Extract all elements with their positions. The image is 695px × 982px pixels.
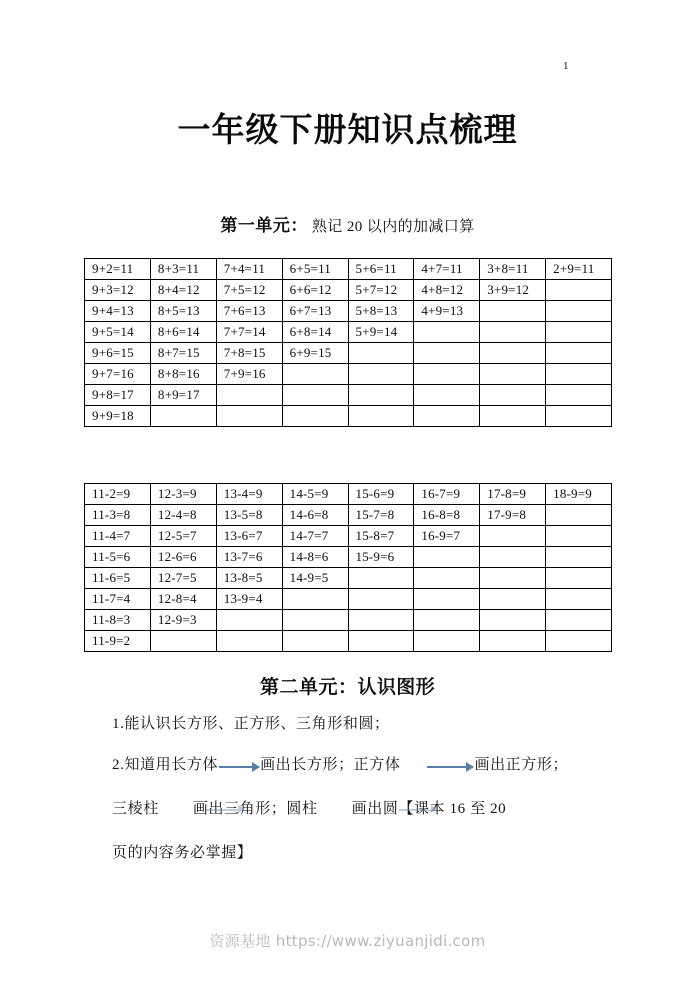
page-title: 一年级下册知识点梳理 (177, 110, 518, 149)
unit2-text-line-3 (112, 797, 506, 818)
table-cell: 14-9=5 (282, 568, 348, 589)
table-cell: 14-6=8 (282, 505, 348, 526)
table-cell-empty (348, 610, 414, 631)
table-cell: 14-7=7 (282, 526, 348, 547)
table-cell: 7+5=12 (216, 280, 282, 301)
table-cell: 8+4=12 (150, 280, 216, 301)
table-cell: 15-9=6 (348, 547, 414, 568)
table-cell-empty (282, 406, 348, 427)
table-cell: 9+2=11 (85, 259, 151, 280)
table-cell-empty (546, 406, 612, 427)
unit2-heading (0, 672, 695, 699)
table-cell: 4+8=12 (414, 280, 480, 301)
table-cell-empty (480, 547, 546, 568)
table-cell-empty (546, 547, 612, 568)
table-cell-empty (546, 589, 612, 610)
table-cell: 5+8=13 (348, 301, 414, 322)
page-number: 1 (563, 60, 569, 72)
table-cell-empty (282, 385, 348, 406)
table-cell: 11-8=3 (85, 610, 151, 631)
table-cell-empty (546, 631, 612, 652)
table-cell: 7+8=15 (216, 343, 282, 364)
table-cell: 12-3=9 (150, 484, 216, 505)
table-cell: 12-5=7 (150, 526, 216, 547)
addition-facts-table (84, 258, 612, 427)
table-cell-empty (414, 568, 480, 589)
table-cell-empty (546, 322, 612, 343)
table-cell-empty (546, 610, 612, 631)
table-cell: 6+7=13 (282, 301, 348, 322)
table-cell: 11-2=9 (85, 484, 151, 505)
table-cell: 3+9=12 (480, 280, 546, 301)
table-cell: 6+5=11 (282, 259, 348, 280)
table-cell: 9+3=12 (85, 280, 151, 301)
table-cell-empty (150, 406, 216, 427)
table-cell: 3+8=11 (480, 259, 546, 280)
table-cell: 11-9=2 (85, 631, 151, 652)
table-cell: 9+6=15 (85, 343, 151, 364)
table-cell-empty (480, 301, 546, 322)
table-cell: 9+7=16 (85, 364, 151, 385)
unit2-label: 第二单元： (259, 676, 358, 698)
table-cell: 7+7=14 (216, 322, 282, 343)
unit2-line2-part3: 画出正方形； (474, 757, 569, 773)
table-row (85, 301, 612, 322)
table-cell-empty (216, 610, 282, 631)
table-cell: 11-5=6 (85, 547, 151, 568)
unit2-line2-part1: 2.知道用长方体 (112, 757, 219, 773)
table-cell-empty (546, 568, 612, 589)
addition-table-body (85, 259, 612, 427)
table-cell: 11-6=5 (85, 568, 151, 589)
table-cell-empty (480, 589, 546, 610)
table-cell-empty (546, 280, 612, 301)
table-cell-empty (414, 610, 480, 631)
table-cell: 16-7=9 (414, 484, 480, 505)
table-cell: 6+6=12 (282, 280, 348, 301)
table-cell-empty (546, 385, 612, 406)
table-cell: 13-6=7 (216, 526, 282, 547)
table-cell: 5+6=11 (348, 259, 414, 280)
table-row (85, 484, 612, 505)
table-cell-empty (216, 385, 282, 406)
table-cell: 13-5=8 (216, 505, 282, 526)
table-cell: 8+5=13 (150, 301, 216, 322)
table-cell: 9+8=17 (85, 385, 151, 406)
table-row (85, 259, 612, 280)
table-row (85, 568, 612, 589)
right-arrow-icon (399, 805, 437, 814)
table-cell-empty (480, 322, 546, 343)
table-cell: 15-8=7 (348, 526, 414, 547)
unit1-label: 第一单元： (220, 216, 308, 236)
unit2-text-line-2 (112, 753, 568, 774)
unit1-description: 熟记 20 以内的加减口算 (311, 219, 475, 235)
subtraction-facts-table (84, 483, 612, 652)
unit2-text-line-1: 1.能认识长方形、正方形、三角形和圆； (112, 716, 390, 732)
footer-watermark: 资源基地 https://www.ziyuanjidi.com (209, 932, 486, 950)
table-cell: 6+8=14 (282, 322, 348, 343)
table-cell: 4+7=11 (414, 259, 480, 280)
table-cell: 9+4=13 (85, 301, 151, 322)
right-arrow-icon (206, 805, 244, 814)
table-cell: 7+4=11 (216, 259, 282, 280)
table-cell: 8+9=17 (150, 385, 216, 406)
table-cell-empty (414, 631, 480, 652)
table-cell-empty (480, 364, 546, 385)
table-cell: 13-7=6 (216, 547, 282, 568)
table-cell: 8+8=16 (150, 364, 216, 385)
table-cell: 11-4=7 (85, 526, 151, 547)
table-row (85, 589, 612, 610)
table-cell-empty (414, 547, 480, 568)
table-cell-empty (282, 610, 348, 631)
subtraction-table-body (85, 484, 612, 652)
table-cell: 5+9=14 (348, 322, 414, 343)
table-cell: 12-7=5 (150, 568, 216, 589)
table-cell: 17-9=8 (480, 505, 546, 526)
table-cell: 8+6=14 (150, 322, 216, 343)
table-row (85, 547, 612, 568)
unit2-line2-part2: 画出长方形；正方体 (260, 757, 401, 773)
table-cell: 4+9=13 (414, 301, 480, 322)
unit2-text-line-4: 页的内容务必掌握】 (112, 845, 253, 861)
table-cell: 16-8=8 (414, 505, 480, 526)
table-cell: 12-6=6 (150, 547, 216, 568)
table-cell: 11-3=8 (85, 505, 151, 526)
table-cell-empty (414, 385, 480, 406)
unit2-line3-part1: 三棱柱 (112, 801, 159, 817)
table-cell-empty (546, 526, 612, 547)
unit2-line3-part3: 画出圆【课本 16 至 20 (351, 801, 507, 817)
table-cell: 18-9=9 (546, 484, 612, 505)
table-cell: 9+9=18 (85, 406, 151, 427)
table-cell-empty (414, 364, 480, 385)
table-cell-empty (348, 568, 414, 589)
table-cell-empty (546, 505, 612, 526)
table-cell-empty (414, 343, 480, 364)
table-cell: 8+7=15 (150, 343, 216, 364)
table-cell-empty (546, 343, 612, 364)
table-cell: 5+7=12 (348, 280, 414, 301)
table-cell-empty (414, 589, 480, 610)
table-cell-empty (480, 343, 546, 364)
table-cell: 7+9=16 (216, 364, 282, 385)
table-cell: 16-9=7 (414, 526, 480, 547)
table-cell-empty (480, 631, 546, 652)
table-row (85, 322, 612, 343)
unit2-description: 认识图形 (357, 676, 436, 698)
right-arrow-icon (219, 761, 259, 771)
table-cell: 13-4=9 (216, 484, 282, 505)
table-cell-empty (282, 589, 348, 610)
table-cell-empty (216, 406, 282, 427)
table-cell: 2+9=11 (546, 259, 612, 280)
table-cell: 11-7=4 (85, 589, 151, 610)
table-row (85, 505, 612, 526)
table-cell-empty (480, 385, 546, 406)
table-cell-empty (414, 406, 480, 427)
table-cell-empty (480, 406, 546, 427)
table-cell: 12-8=4 (150, 589, 216, 610)
table-cell: 15-6=9 (348, 484, 414, 505)
table-cell: 12-4=8 (150, 505, 216, 526)
table-row (85, 280, 612, 301)
table-cell: 17-8=9 (480, 484, 546, 505)
table-cell-empty (414, 322, 480, 343)
table-cell-empty (348, 406, 414, 427)
table-cell-empty (282, 364, 348, 385)
table-cell-empty (348, 589, 414, 610)
table-cell-empty (348, 385, 414, 406)
right-arrow-icon (427, 761, 473, 771)
table-cell: 7+6=13 (216, 301, 282, 322)
table-cell-empty (216, 631, 282, 652)
table-row (85, 406, 612, 427)
table-cell-empty (546, 364, 612, 385)
table-cell-empty (282, 631, 348, 652)
table-cell-empty (480, 526, 546, 547)
table-row (85, 385, 612, 406)
table-cell-empty (480, 568, 546, 589)
table-cell: 9+5=14 (85, 322, 151, 343)
table-cell: 13-8=5 (216, 568, 282, 589)
unit1-heading (0, 211, 695, 236)
table-cell: 8+3=11 (150, 259, 216, 280)
unit2-line3-part2: 画出三角形；圆柱 (192, 801, 318, 817)
table-cell: 13-9=4 (216, 589, 282, 610)
table-row (85, 631, 612, 652)
table-cell-empty (150, 631, 216, 652)
table-row (85, 610, 612, 631)
table-row (85, 364, 612, 385)
table-cell: 14-5=9 (282, 484, 348, 505)
table-cell: 12-9=3 (150, 610, 216, 631)
table-cell: 6+9=15 (282, 343, 348, 364)
table-row (85, 343, 612, 364)
table-cell: 14-8=6 (282, 547, 348, 568)
table-cell-empty (348, 343, 414, 364)
table-cell-empty (348, 364, 414, 385)
table-cell: 15-7=8 (348, 505, 414, 526)
table-cell-empty (348, 631, 414, 652)
table-row (85, 526, 612, 547)
table-cell-empty (480, 610, 546, 631)
table-cell-empty (546, 301, 612, 322)
